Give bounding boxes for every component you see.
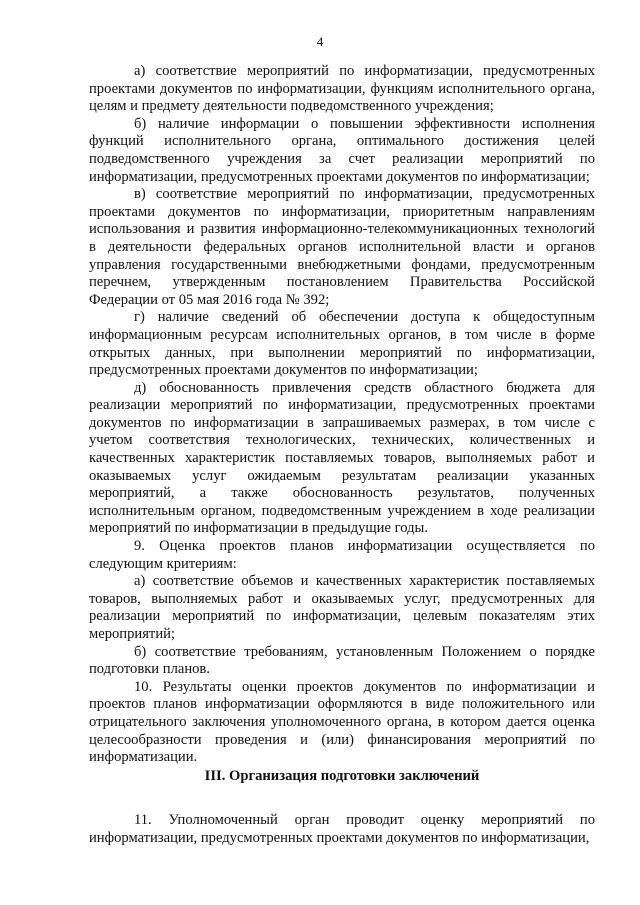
document-body	[89, 63, 595, 767]
paragraph-item-11: 11. Уполномоченный орган проводит оценку мероприятий по информатизации, предусмотренных проектами документов по информатизации,	[89, 812, 595, 846]
paragraph-criterion-g: г) наличие сведений об обеспечении доступа к общедоступным информационным ресурсам исполнительных органов, в том числе в форме открытых данных, при выполнении мероприятий по информатизации, предусмотренных проектами документов по информатизации;	[89, 309, 595, 379]
paragraph-item-9-b: б) соответствие требованиям, установленным Положением о порядке подготовки планов.	[89, 643, 595, 678]
paragraph-criterion-d: д) обоснованность привлечения средств областного бюджета для реализации мероприятий по информатизации, предусмотренных проектами документов по информатизации в запрашиваемых размерах, в том числе с учетом соответствия технологических, технических, количественных и качественных характеристик поставляемых товаров, выполняемых работ и оказываемых услуг ожидаемым результатам реализации указанных мероприятий, а также обоснованность результатов, полученных исполнительным органом, подведомственным учреждением в ходе реализации мероприятий по информатизации в предыдущие годы.	[89, 379, 595, 537]
paragraph-criterion-b: б) наличие информации о повышении эффективности исполнения функций исполнительного органа, оптимального достижения целей подведомственного учреждения за счет реализации мероприятий по информатизации, предусмотренных проектами документов по информатизации;	[89, 115, 595, 185]
paragraph-item-9: 9. Оценка проектов планов информатизации осуществляется по следующим критериям:	[89, 538, 595, 572]
paragraph-criterion-v: в) соответствие мероприятий по информатизации, предусмотренных проектами документов по информатизации, приоритетным направлениям использования и развития информационно-телекоммуникационных технологий в деятельности федеральных органов исполнительной власти и органов управления государственными внебюджетными фондами, предусмотренным перечнем, утвержденным постановлением Правительства Российской Федерации от 05 мая 2016 года № 392;	[89, 186, 595, 308]
page-number: 4	[316, 34, 324, 49]
paragraph-item-9-a: а) соответствие объемов и качественных характеристик поставляемых товаров, выполняемых работ и оказываемых услуг, предусмотренных для реализации мероприятий по информатизации, целевым показателям этих мероприятий;	[89, 573, 595, 642]
paragraph-criterion-a: а) соответствие мероприятий по информатизации, предусмотренных проектами документов по информатизации, функциям исполнительного органа, целям и предмету деятельности подведомственного учреждения;	[89, 63, 595, 115]
document-body-continued	[89, 812, 595, 847]
paragraph-item-10: 10. Результаты оценки проектов документов по информатизации и проектов планов информатизации оформляются в виде положительного или отрицательного заключения уполномоченного органа, в котором дается оценка целесообразности проведения и (или) финансирования мероприятий по информатизации.	[89, 678, 595, 766]
section-heading: III. Организация подготовки заключений	[204, 768, 480, 784]
